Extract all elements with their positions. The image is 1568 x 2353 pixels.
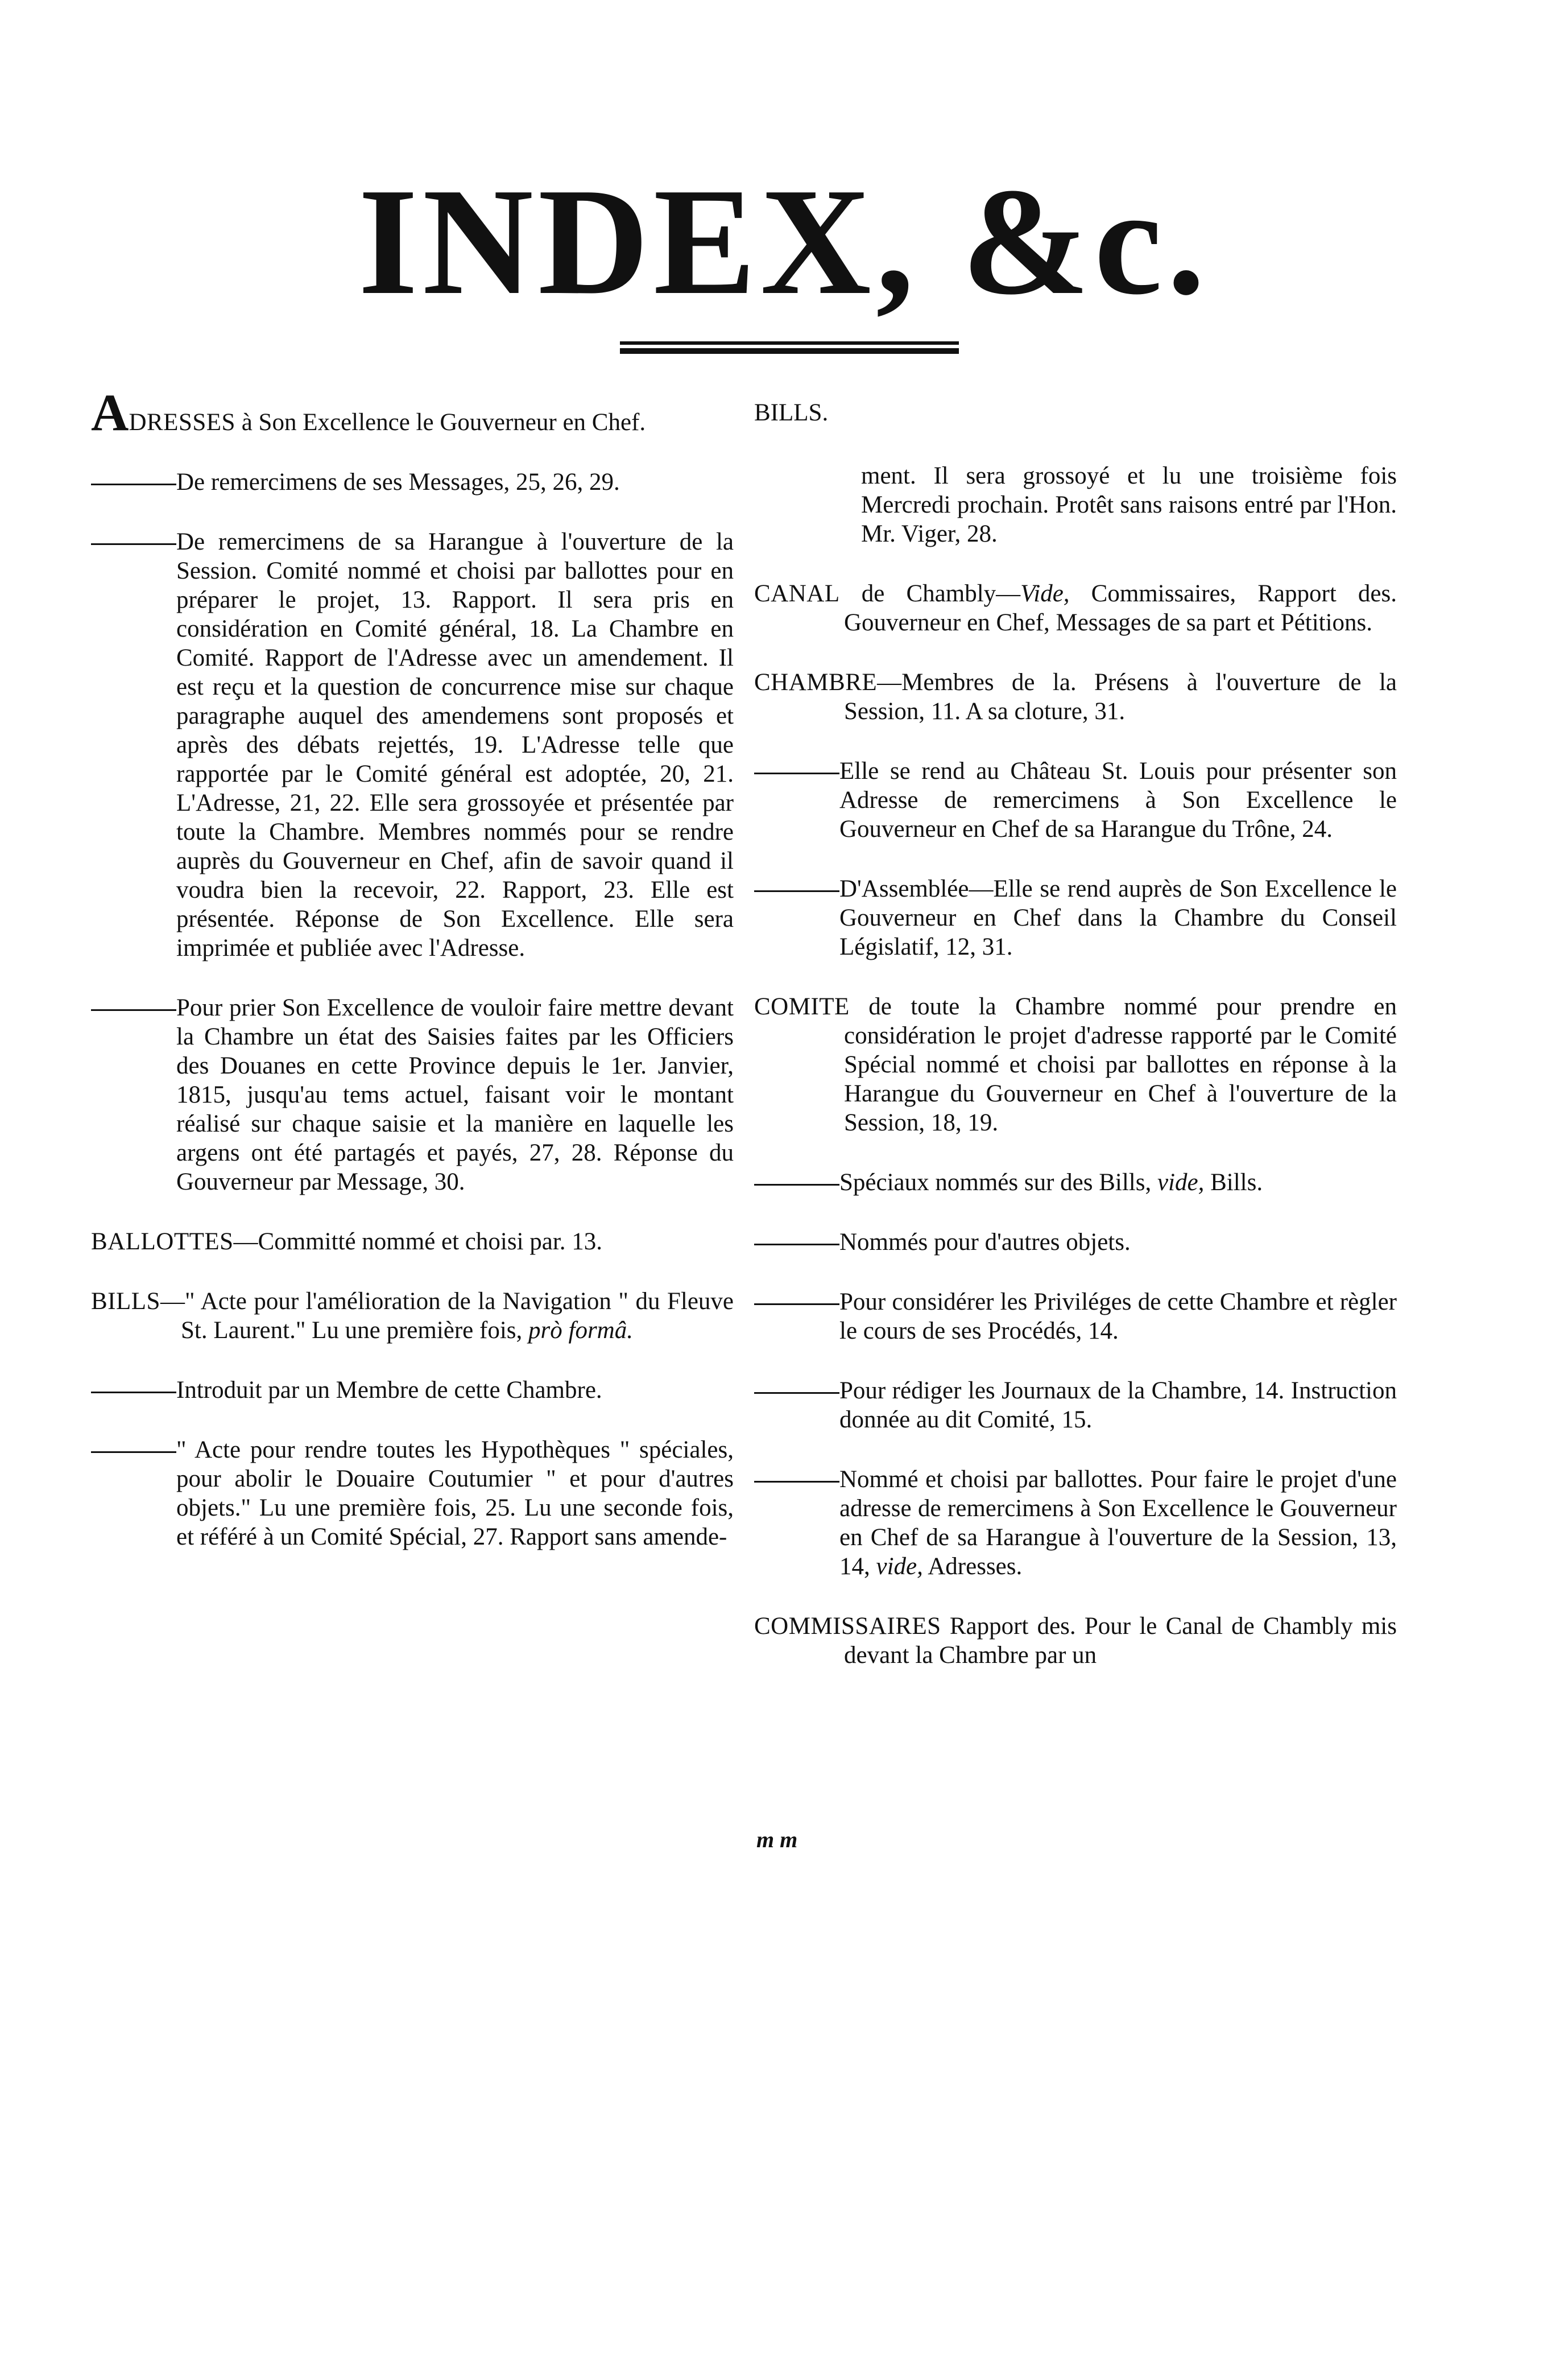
em-dash-rule <box>754 1184 839 1186</box>
index-subentry <box>754 874 1397 961</box>
index-entry-comite <box>754 992 1397 1137</box>
index-entry-bills <box>91 1287 734 1345</box>
entry-text: de toute la Chambre nommé pour prendre en considération le projet d'adresse rapporté par le Comité Spécial nommé et choisi par ballottes en réponse à la Harangue du Gouverneur en Chef à l'ouverture de la Session, 18, 19. <box>844 993 1397 1136</box>
left-column <box>91 383 734 1582</box>
em-dash-rule <box>91 543 176 545</box>
index-subentry <box>754 1465 1397 1581</box>
entry-head: BALLOTTES <box>91 1228 234 1255</box>
index-subentry <box>754 1287 1397 1345</box>
index-entry-ballottes <box>91 1227 734 1256</box>
em-dash-rule <box>754 1303 839 1305</box>
index-entry-canal <box>754 579 1397 637</box>
index-subentry <box>754 757 1397 844</box>
entry-head: CHAMBRE <box>754 669 878 696</box>
page-title: INDEX, &c. <box>358 156 1210 327</box>
entry-text: —Committé nommé et choisi par. 13. <box>233 1228 603 1255</box>
entry-head: DRESSES <box>129 409 235 436</box>
em-dash-rule <box>91 484 176 485</box>
title-double-rule <box>620 341 959 356</box>
index-subentry <box>754 1376 1397 1434</box>
em-dash-rule <box>91 1009 176 1011</box>
entry-text: Pour prier Son Excellence de vouloir faire mettre devant la Chambre un état des Saisies faites par les Officiers des Douanes en cette Province depuis le 1er. Janvier, 1815, jusqu'au tems actuel, faisant voir le montant réalisé sur chaque saisie et la manière en laquelle les argens ont été partagés et payés, 27, 28. Réponse du Gouverneur par Message, 30. <box>176 994 734 1195</box>
entry-text: De remercimens de sa Harangue à l'ouverture de la Session. Comité nommé et choisi par ballottes pour en préparer le projet, 13. Rapport. Il sera pris en considération en Comité général, 18. La Chambre en Comité. Rapport de l'Adresse avec un amendement. Il est reçu et la question de concurrence mise sur chaque paragraphe auquel des amendemens sont proposés et après des débats rejettés, 19. L'Adresse telle que rapportée par le Comité général est adoptée, 20, 21. L'Adresse, 21, 22. Elle sera grossoyée et présentée par toute la Chambre. Membres nommés pour se rendre auprès du Gouverneur en Chef, afin de savoir quand il voudra bien la recevoir, 22. Rapport, 23. Elle est présentée. Réponse de Son Excellence. Elle sera imprimée et publiée avec l'Adresse. <box>176 529 734 961</box>
em-dash-rule <box>754 773 839 774</box>
entry-text: Nommé et choisi par ballottes. Pour faire le projet d'une adresse de remercimens à Son Excellence le Gouverneur en Chef de sa Harangue à l'ouverture de la Session, 13, 14, <box>839 1466 1397 1580</box>
entry-text: —" Acte pour l'amélioration de la Navigation " du Fleuve St. Laurent." Lu une première fois, <box>160 1288 734 1344</box>
printer-signature-mark: m m <box>756 1827 798 1852</box>
index-entry-adresses <box>91 383 734 441</box>
index-subentry <box>754 1228 1397 1257</box>
entry-text: Pour considérer les Priviléges de cette Chambre et règler le cours de ses Procédés, 14. <box>839 1289 1397 1344</box>
index-subentry <box>91 468 734 497</box>
running-head: BILLS. <box>754 399 829 426</box>
entry-italic: Vide, <box>1020 580 1070 607</box>
index-subentry <box>91 1435 734 1551</box>
entry-head: CANAL <box>754 580 840 607</box>
em-dash-rule <box>91 1392 176 1393</box>
entry-text: Introduit par un Membre de cette Chambre. <box>176 1377 602 1403</box>
entry-text: à Son Excellence le Gouverneur en Chef. <box>235 409 646 436</box>
entry-head: BILLS <box>91 1288 160 1315</box>
entry-italic: vide, <box>876 1553 923 1580</box>
entry-text: de Chambly— <box>839 580 1021 607</box>
entry-text: D'Assemblée—Elle se rend auprès de Son Excellence le Gouverneur en Chef dans la Chambre du Conseil Législatif, 12, 31. <box>839 876 1397 960</box>
em-dash-rule <box>754 890 839 892</box>
entry-text: —Membres de la. Présens à l'ouverture de la Session, 11. A sa cloture, 31. <box>844 669 1397 725</box>
entry-text: Adresses. <box>922 1553 1023 1580</box>
em-dash-rule <box>754 1481 839 1483</box>
index-entry-commissaires <box>754 1612 1397 1670</box>
entry-text: Spéciaux nommés sur des Bills, <box>839 1169 1157 1196</box>
index-entry-chambre <box>754 668 1397 726</box>
drop-cap: A <box>91 383 129 441</box>
em-dash-rule <box>754 1244 839 1245</box>
entry-text: Pour rédiger les Journaux de la Chambre, 14. Instruction donnée au dit Comité, 15. <box>839 1377 1397 1433</box>
right-column <box>754 398 1397 1700</box>
entry-italic: vide, <box>1157 1169 1205 1196</box>
entry-text: Commissaires, Rapport des. Gouverneur en Chef, Messages de sa part et Pétitions. <box>844 580 1397 636</box>
index-subentry <box>91 993 734 1196</box>
entry-italic: prò formâ. <box>528 1317 633 1344</box>
entry-text: Nommés pour d'autres objets. <box>839 1229 1131 1256</box>
index-subentry <box>91 1376 734 1405</box>
entry-head: COMITE <box>754 993 850 1020</box>
index-continuation: ment. Il sera grossoyé et lu une troisième fois Mercredi prochain. Protêt sans raisons entré par l'Hon. Mr. Viger, 28. <box>861 463 1397 547</box>
entry-text: Rapport des. Pour le Canal de Chambly mis devant la Chambre par un <box>844 1613 1397 1669</box>
index-subentry <box>91 527 734 963</box>
index-subentry <box>754 1168 1397 1197</box>
entry-text: De remercimens de ses Messages, 25, 26, 29. <box>176 469 620 496</box>
title-rule-thick <box>620 348 959 354</box>
entry-text: Elle se rend au Château St. Louis pour présenter son Adresse de remercimens à Son Excellence le Gouverneur en Chef de sa Harangue du Trône, 24. <box>839 758 1397 843</box>
em-dash-rule <box>754 1392 839 1394</box>
entry-text: Bills. <box>1204 1169 1263 1196</box>
entry-head: COMMISSAIRES <box>754 1613 941 1640</box>
title-rule-thin <box>620 341 959 345</box>
em-dash-rule <box>91 1451 176 1453</box>
entry-text: " Acte pour rendre toutes les Hypothèques " spéciales, pour abolir le Douaire Coutumier " et pour d'autres objets." Lu une première fois, 25. Lu une seconde fois, et référé à un Comité Spécial, 27. Rapport sans amende- <box>176 1436 734 1550</box>
